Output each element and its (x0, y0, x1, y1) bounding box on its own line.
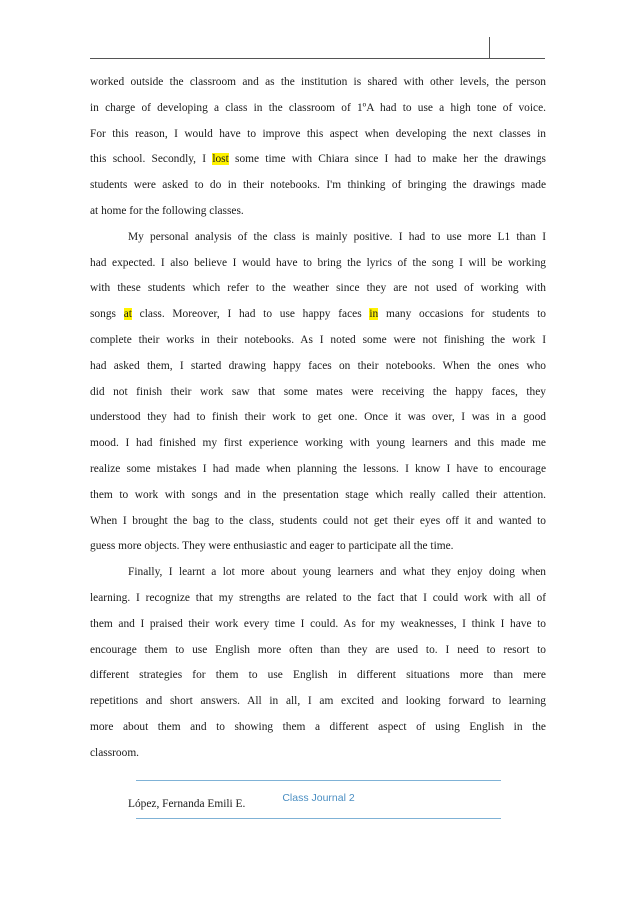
header-tick (489, 37, 490, 58)
highlighted-word: in (369, 308, 379, 321)
text-segment: did not finish their work saw that some mates were receiving the happy faces, they (90, 385, 546, 398)
text-segment: had asked them, I started drawing happy faces on their notebooks. When the ones who (90, 359, 546, 372)
text-line (90, 509, 546, 535)
text-segment: encourage them to use English more often than they are used to. I need to resort to (90, 643, 546, 656)
text-line (90, 586, 546, 612)
text-line (90, 70, 546, 96)
text-line (90, 483, 546, 509)
text-line (90, 457, 546, 483)
text-line (90, 251, 546, 277)
text-line (90, 534, 546, 560)
text-segment: guess more objects. They were enthusiastic and eager to participate all the time. (90, 540, 454, 553)
text-segment: students were asked to do in their notebooks. I'm thinking of bringing the drawings made (90, 179, 546, 192)
text-line (90, 276, 546, 302)
text-line (90, 560, 546, 586)
text-segment: some time with Chiara since I had to make her the drawings (228, 153, 546, 166)
footer-rule-bottom (136, 818, 501, 819)
text-segment: class. Moreover, I had to use happy faces (131, 308, 370, 321)
text-line (90, 147, 546, 173)
text-line (90, 122, 546, 148)
text-line (90, 354, 546, 380)
text-line (90, 302, 546, 328)
text-line (90, 663, 546, 689)
journal-body (90, 70, 546, 818)
header-rule (90, 58, 545, 59)
text-segment: with these students which refer to the weather since they are not used of working with (90, 282, 546, 295)
text-segment: understood they had to finish their work to get one. Once it was over, I was in a good (90, 411, 546, 424)
text-line (90, 173, 546, 199)
text-segment: When I brought the bag to the class, students could not get their eyes off it and wanted to (90, 514, 546, 527)
text-segment: different strategies for them to use English in different situations more than mere (90, 669, 546, 682)
text-segment: more about them and to showing them a different aspect of using English in the (90, 720, 546, 733)
text-segment: learning. I recognize that my strengths are related to the fact that I could work with all of (90, 591, 546, 604)
text-line (90, 380, 546, 406)
highlighted-word: at (123, 308, 132, 321)
text-line (90, 612, 546, 638)
text-segment: realize some mistakes I had made when planning the lessons. I know I have to encourage (90, 462, 546, 475)
text-segment: mood. I had finished my first experience working with young learners and this made me (90, 437, 546, 450)
text-segment: My personal analysis of the class is mainly positive. I had to use more L1 than I (128, 230, 546, 243)
footer-rule-top (136, 780, 501, 781)
text-segment: had expected. I also believe I would have to bring the lyrics of the song I will be working (90, 256, 546, 269)
journal-text (90, 70, 546, 767)
highlighted-word: lost (212, 153, 229, 166)
text-segment: For this reason, I would have to improve this aspect when developing the next classes in (90, 127, 546, 140)
text-segment: Finally, I learnt a lot more about young learners and what they enjoy doing when (128, 566, 546, 579)
text-line (90, 715, 546, 741)
text-line (90, 328, 546, 354)
text-line (90, 689, 546, 715)
text-segment: classroom. (90, 746, 140, 759)
text-segment: them to work with songs and in the presentation stage which really called their attention. (90, 488, 546, 501)
text-line (90, 741, 546, 767)
text-line (90, 638, 546, 664)
text-line (90, 405, 546, 431)
footer-title: Class Journal 2 (282, 792, 355, 804)
text-line (90, 431, 546, 457)
text-line (90, 96, 546, 122)
text-segment: repetitions and short answers. All in all, I am excited and looking forward to learning (90, 695, 546, 708)
text-line (90, 225, 546, 251)
text-segment: at home for the following classes. (90, 204, 244, 217)
text-segment: them and I praised their work every time I could. As for my weaknesses, I think I have to (90, 617, 546, 630)
text-segment: worked outside the classroom and as the institution is shared with other levels, the person (90, 76, 546, 88)
text-segment: in charge of developing a class in the classroom of 1ºA had to use a high tone of voice. (90, 101, 546, 114)
text-segment: many occasions for students to (378, 308, 546, 321)
text-segment: songs (90, 308, 124, 321)
text-line (90, 199, 546, 225)
text-segment: complete their works in their notebooks. As I noted some were not finishing the work I (90, 333, 546, 346)
author-signature: López, Fernanda Emili E. (128, 798, 246, 811)
text-segment: this school. Secondly, I (90, 153, 213, 166)
